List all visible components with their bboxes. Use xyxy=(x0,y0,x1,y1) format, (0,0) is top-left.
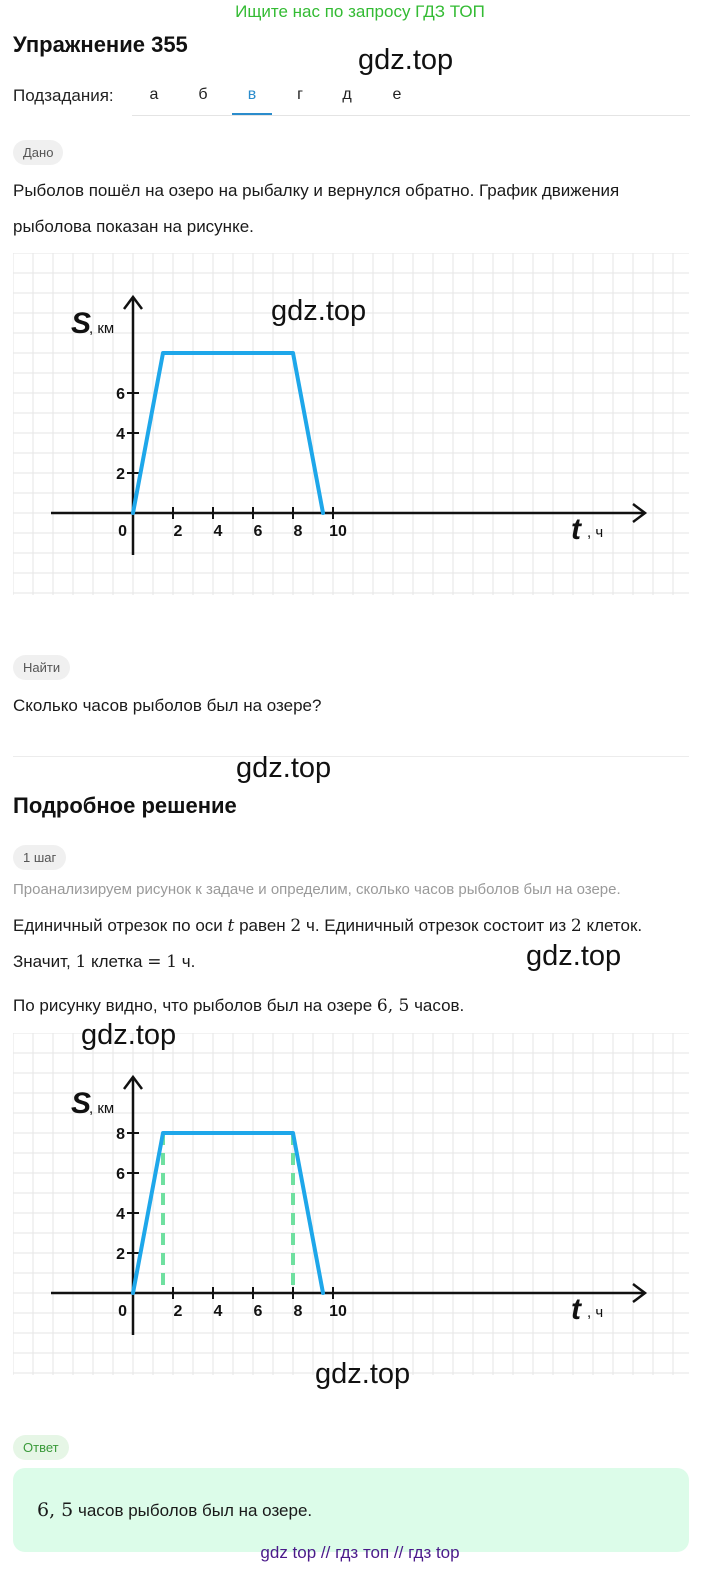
text-fragment: клеток. xyxy=(581,916,643,935)
x-tick-label: 2 xyxy=(173,523,183,540)
tab-b[interactable]: б xyxy=(198,86,208,103)
text-fragment: Единичный отрезок по оси xyxy=(13,916,228,935)
y-axis-variable: S xyxy=(71,1087,92,1120)
text-fragment: Значит, xyxy=(13,952,76,971)
x-tick-label: 8 xyxy=(293,523,303,540)
text-fragment: равен xyxy=(234,916,291,935)
text-fragment: часов. xyxy=(409,996,465,1015)
x-tick-label: 2 xyxy=(173,1303,183,1320)
x-axis-variable: t xyxy=(571,1293,581,1326)
x-tick-label: 6 xyxy=(253,1303,263,1320)
y-tick-label: 2 xyxy=(116,1246,125,1263)
given-badge: Дано xyxy=(13,140,63,165)
search-banner[interactable]: Ищите нас по запросу ГДЗ ТОП xyxy=(235,2,485,21)
y-axis-unit: , км xyxy=(89,1100,115,1117)
y-tick-label: 2 xyxy=(116,466,125,483)
tab-d[interactable]: д xyxy=(342,86,352,103)
x-tick-label: 4 xyxy=(213,523,223,540)
subtask-tabs xyxy=(132,78,690,116)
y-tick-label: 6 xyxy=(116,1166,125,1183)
answer-badge: Ответ xyxy=(13,1435,69,1460)
tab-e[interactable]: е xyxy=(392,86,402,103)
solution-hint: Проанализируем рисунок к задаче и определим, сколько часов рыболов был на озере. xyxy=(13,881,621,898)
find-question: Сколько часов рыболов был на озере? xyxy=(13,696,322,715)
math-equals: = xyxy=(147,952,162,972)
text-fragment: По рисунку видно, что рыболов был на озере xyxy=(13,996,377,1015)
x-axis-unit: , ч xyxy=(587,524,604,541)
y-axis-variable: S xyxy=(71,307,92,340)
watermark: gdz.top xyxy=(315,1358,411,1390)
math-number: 6, 5 xyxy=(37,1499,74,1521)
math-number: 2 xyxy=(570,916,582,936)
answer-text xyxy=(37,1492,312,1529)
y-tick-label: 6 xyxy=(116,386,125,403)
x-axis-unit: , ч xyxy=(587,1304,604,1321)
watermark: gdz.top xyxy=(271,295,367,327)
x-axis-variable: t xyxy=(571,513,581,546)
footer-links[interactable]: gdz top // гдз топ // гдз top xyxy=(260,1543,460,1562)
step-badge: 1 шаг xyxy=(13,845,66,870)
x-tick-label: 4 xyxy=(213,1303,223,1320)
y-tick-label: 4 xyxy=(116,426,125,443)
solution-heading: Подробное решение xyxy=(13,793,237,818)
y-tick-label: 8 xyxy=(116,1126,125,1143)
watermark: gdz.top xyxy=(236,752,332,784)
section-divider xyxy=(13,756,689,757)
subtasks-label: Подзадания: xyxy=(13,86,114,105)
x-tick-label: 10 xyxy=(329,523,347,540)
given-text-line2: рыболова показан на рисунке. xyxy=(13,217,254,236)
watermark: gdz.top xyxy=(358,44,454,76)
active-tab-indicator xyxy=(232,113,272,115)
math-number: 6, 5 xyxy=(376,996,410,1016)
y-axis-unit: , км xyxy=(89,320,115,337)
y-tick-label: 4 xyxy=(116,1206,125,1223)
solution-paragraph-1 xyxy=(13,908,642,944)
origin-label: 0 xyxy=(118,1303,127,1320)
math-number: 2 xyxy=(290,916,302,936)
text-fragment: клетка xyxy=(86,952,148,971)
origin-label: 0 xyxy=(118,523,127,540)
motion-graph-solution xyxy=(13,1033,689,1375)
tab-a[interactable]: а xyxy=(149,86,159,103)
find-badge: Найти xyxy=(13,655,70,680)
solution-paragraph-2 xyxy=(13,944,195,980)
tab-v[interactable]: в xyxy=(247,86,257,103)
watermark: gdz.top xyxy=(81,1019,177,1051)
tab-g[interactable]: г xyxy=(297,86,303,103)
text-fragment: ч. xyxy=(177,952,196,971)
given-text-line1: Рыболов пошёл на озеро на рыбалку и вернулся обратно. График движения xyxy=(13,181,620,200)
page-title: Упражнение 355 xyxy=(13,32,188,57)
x-tick-label: 10 xyxy=(329,1303,347,1320)
text-fragment: часов рыболов был на озере. xyxy=(73,1501,313,1520)
math-number: 1 xyxy=(75,952,87,972)
math-var: t xyxy=(227,916,235,936)
text-fragment: ч. Единичный отрезок состоит из xyxy=(301,916,571,935)
x-tick-label: 8 xyxy=(293,1303,303,1320)
watermark: gdz.top xyxy=(526,940,622,972)
math-number: 1 xyxy=(166,952,178,972)
x-tick-label: 6 xyxy=(253,523,263,540)
